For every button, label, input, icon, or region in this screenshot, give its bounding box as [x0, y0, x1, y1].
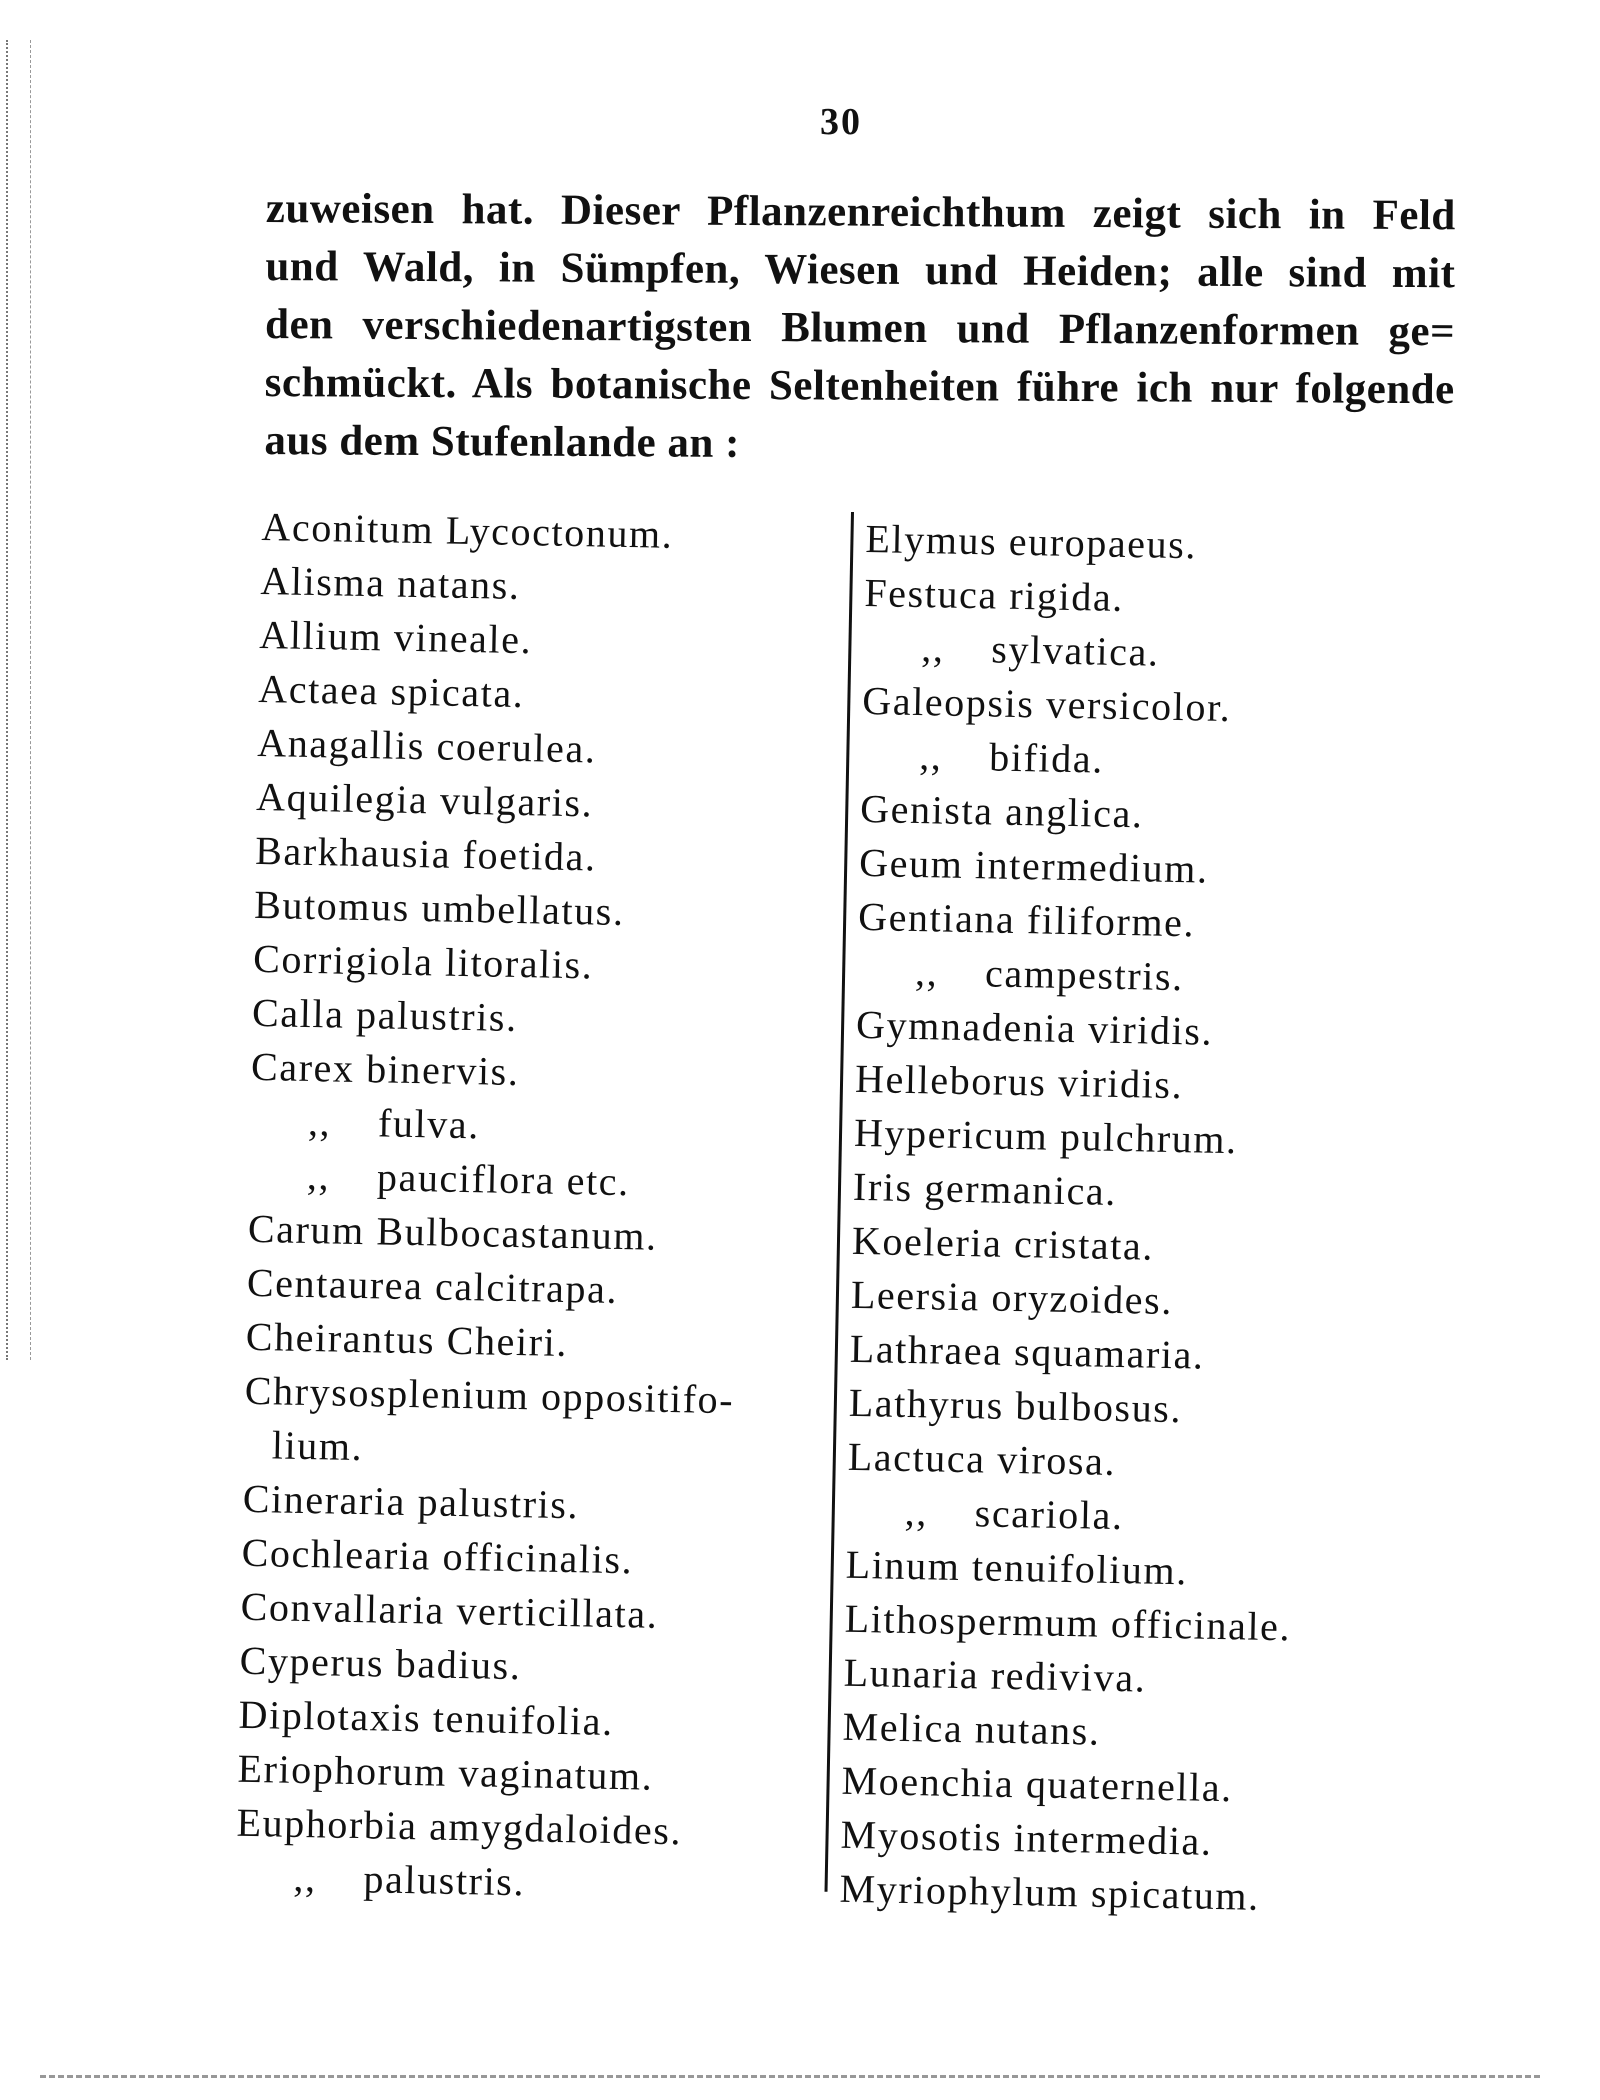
plant-name: Gentiana filiforme. [857, 893, 1196, 946]
plant-name: lium. [271, 1422, 364, 1470]
paragraph-line: und Wald, in Sümpfen, Wiesen und Heiden; alle sind mit [265, 242, 1456, 298]
paragraph-line: zuweisen hat. Dieser Pflanzenreichthum zeigt sich in Feld [265, 184, 1456, 240]
paragraph-line: den verschiedenartigsten Blumen und Pflanzenformen ge= [264, 300, 1456, 356]
plant-name: Koeleria cristata. [851, 1217, 1155, 1269]
plant-entry [839, 1862, 1400, 1927]
plant-name: Geum intermedium. [858, 839, 1209, 892]
plant-name: Corrigiola litoralis. [252, 935, 594, 988]
ditto-mark: ,, [914, 949, 939, 995]
plant-name: Euphorbia amygdaloides. [236, 1799, 683, 1854]
plant-name: Cochlearia officinalis. [241, 1529, 634, 1583]
plant-name: scariola. [974, 1490, 1124, 1539]
plant-name: Aconitum Lycoctonum. [261, 503, 674, 557]
plant-name: Iris germanica. [852, 1163, 1118, 1214]
plant-name: Chrysosplenium oppositifo- [244, 1367, 735, 1423]
plant-name: Helleborus viridis. [854, 1055, 1184, 1108]
plant-name: Lithospermum officinale. [844, 1595, 1292, 1650]
ditto-mark: ,, [306, 1152, 331, 1199]
plant-name: Calla palustris. [251, 989, 519, 1040]
plant-name: Festuca rigida. [864, 569, 1125, 620]
plant-name: Galeopsis versicolor. [861, 677, 1232, 731]
intro-paragraph [264, 180, 1456, 477]
ditto-mark: ,, [918, 733, 943, 779]
plant-name: fulva. [377, 1100, 481, 1148]
plant-name: pauciflora etc. [376, 1154, 631, 1205]
plant-name: Alisma natans. [260, 557, 521, 608]
plant-name: Carum Bulbocastanum. [247, 1205, 659, 1259]
plant-name: Moenchia quaternella. [841, 1757, 1234, 1811]
plant-name: Eriophorum vaginatum. [237, 1745, 654, 1799]
ditto-mark: ,, [307, 1099, 332, 1145]
plant-name: Cheirantus Cheiri. [245, 1313, 569, 1366]
plant-name: Elymus europaeus. [865, 515, 1198, 568]
plant-name: Allium vineale. [258, 611, 533, 663]
scan-margin-artifact [6, 40, 31, 1360]
plant-name: Convallaria verticillata. [240, 1583, 659, 1637]
plant-list-right [839, 512, 1426, 1926]
plant-name: Diplotaxis tenuifolia. [238, 1691, 615, 1744]
plant-name: Cineraria palustris. [242, 1475, 580, 1528]
plant-list-left [235, 500, 822, 1914]
plant-name: Genista anglica. [859, 785, 1144, 837]
plant-name: sylvatica. [990, 626, 1160, 675]
ditto-mark: ,, [293, 1854, 318, 1901]
plant-name: Gymnadenia viridis. [855, 1001, 1214, 1054]
plant-name: Carex binervis. [250, 1043, 520, 1095]
plant-name: Anagallis coerulea. [256, 719, 597, 772]
plant-name: Melica nutans. [842, 1703, 1101, 1754]
scan-bottom-artifact [40, 2075, 1540, 2082]
plant-name: Centaurea calcitrapa. [246, 1259, 619, 1312]
page-number: 30 [820, 101, 862, 143]
plant-name: Actaea spicata. [257, 665, 525, 717]
plant-name: Cyperus badius. [239, 1637, 522, 1689]
plant-name: Aquilegia vulgaris. [255, 773, 594, 826]
plant-name: Lathyrus bulbosus. [848, 1379, 1183, 1432]
plant-name: Linum tenuifolium. [845, 1541, 1189, 1594]
plant-name: campestris. [984, 950, 1185, 1000]
plant-name: Myriophylum spicatum. [839, 1865, 1261, 1919]
plant-name: Lactuca virosa. [847, 1433, 1117, 1484]
plant-name: Hypericum pulchrum. [853, 1109, 1239, 1163]
plant-name: Lunaria rediviva. [843, 1649, 1147, 1701]
plant-name: Butomus umbellatus. [253, 881, 626, 935]
paragraph-line: schmückt. Als botanische Seltenheiten führe ich nur folgende [264, 358, 1455, 414]
plant-name: Barkhausia foetida. [254, 827, 598, 880]
plant-name: bifida. [988, 734, 1105, 782]
ditto-mark: ,, [920, 625, 946, 671]
plant-name: Leersia oryzoides. [850, 1271, 1174, 1324]
ditto-mark: ,, [904, 1488, 929, 1535]
plant-name: Myosotis intermedia. [840, 1811, 1213, 1864]
plant-name: Lathraea squamaria. [849, 1325, 1205, 1378]
plant-name: palustris. [363, 1856, 526, 1905]
paragraph-line: aus dem Stufenlande an : [264, 416, 741, 467]
plant-entry [235, 1850, 796, 1915]
